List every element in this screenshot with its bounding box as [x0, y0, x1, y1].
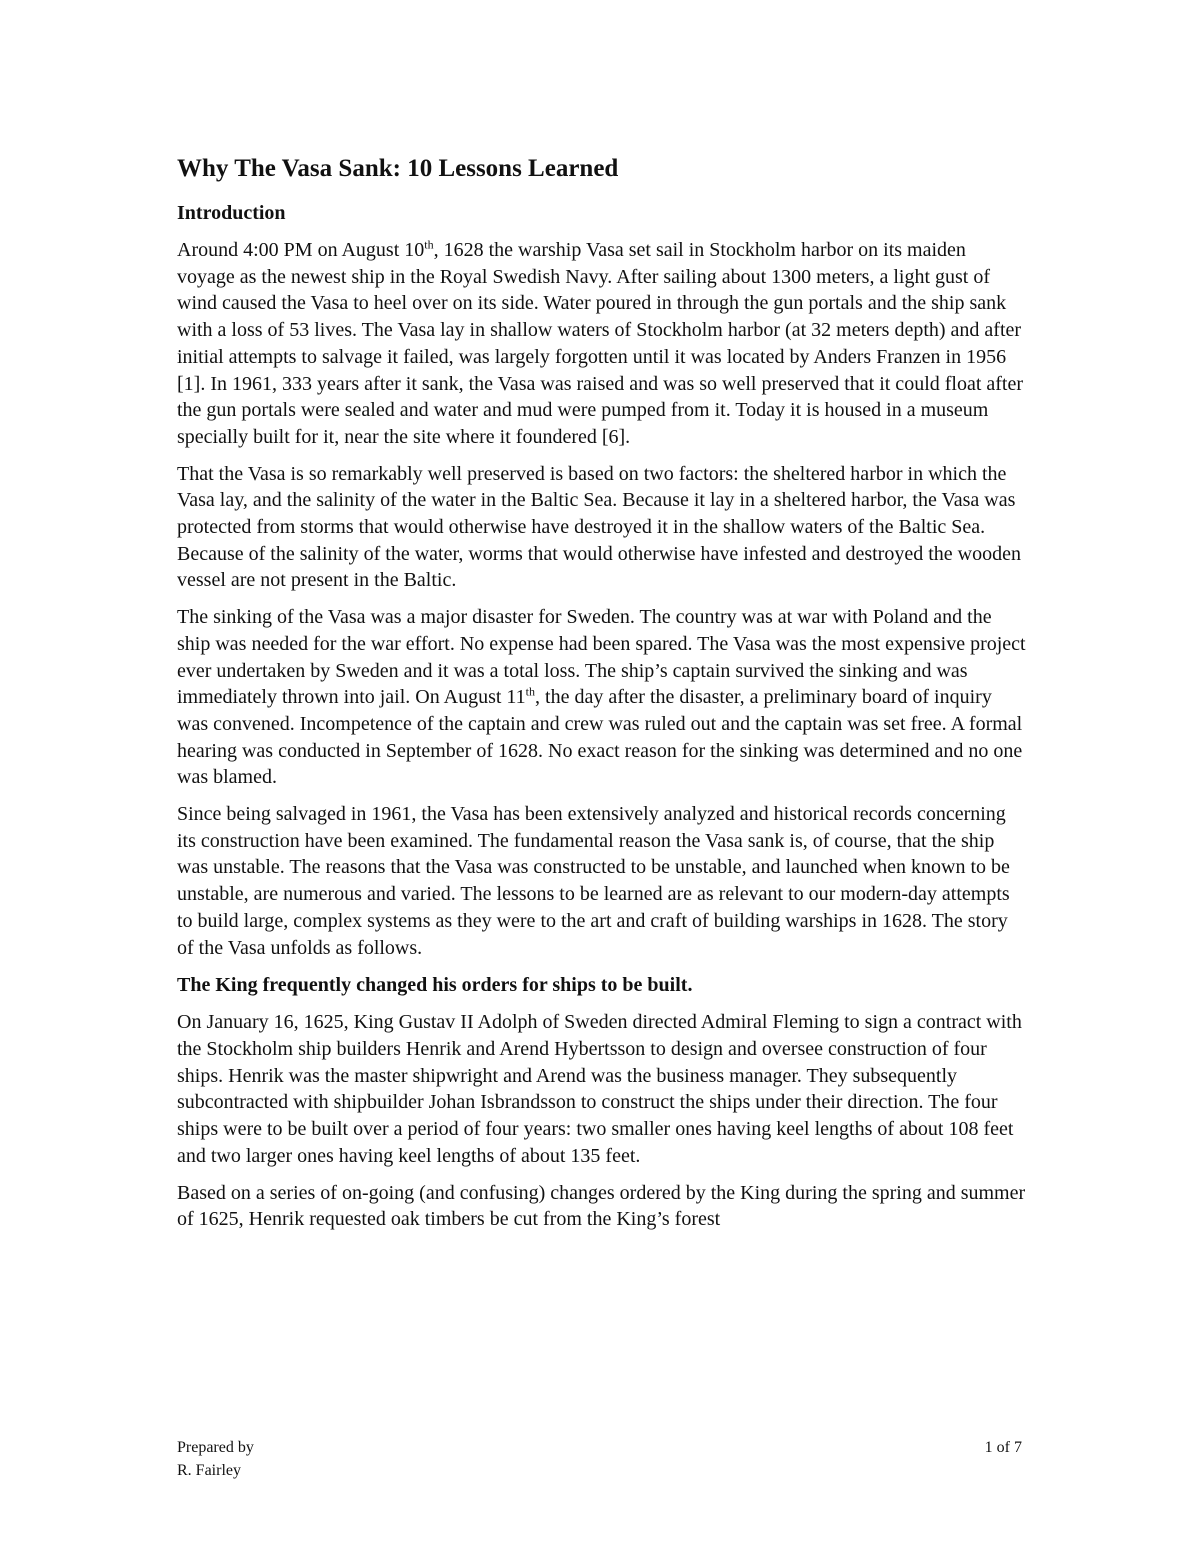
paragraph-1-text-b: , 1628 the warship Vasa set sail in Stockholm harbor on its maiden voyage as the newest ship in the Royal Swedish Navy. After sailing about 1300 meters, a light gust of wind caused the Vasa to heel over on its side. Water poured in through the gun portals and the ship sank with a loss of 53 lives. The Vasa lay in shallow waters of Stockholm harbor (at 32 meters depth) and after initial attempts to salvage it failed, was largely forgotten until it was located by Anders Franzen in 1956 [1]. In 1961, 333 years after it sank, the Vasa was raised and was so well preserved that it could float after the gun portals were sealed and water and mud were pumped from it. Today it is housed in a museum specially built for it, near the site where it foundered [6]. — [177, 239, 1024, 448]
ordinal-suffix: th — [424, 237, 434, 252]
document-title: Why The Vasa Sank: 10 Lessons Learned — [177, 155, 619, 182]
paragraph-5: On January 16, 1625, King Gustav II Adolph of Sweden directed Admiral Fleming to sign a contract with the Stockholm ship builders Henrik and Arend Hybertsson to design and oversee construction of four ships. Henrik was the master shipwright and Arend was the business manager. They subsequently subcontracted with shipbuilder Johan Isbrandsson to construct the ships under their direction. The four ships were to be built over a period of four years: two smaller ones having keel lengths of about 108 feet and two larger ones having keel lengths of about 135 feet. — [177, 1011, 1022, 1167]
footer-author-block — [177, 1436, 254, 1482]
paragraph-3-text-a: The sinking of the Vasa was a major disaster for Sweden. The country was at war with Poland and the ship was needed for the war effort. No expense had been spared. The Vasa was the most expensive project ever undertaken by Sweden and it was a total loss. The ship’s captain survived the sinking and was immediately thrown into jail. On August 11 — [177, 606, 1026, 709]
footer-author: R. Fairley — [177, 1462, 241, 1479]
footer-page-number: 1 of 7 — [984, 1439, 1022, 1456]
document-body — [177, 153, 1027, 1243]
paragraph-3-text-b: , the day after the disaster, a preliminary board of inquiry was convened. Incompetence of the captain and crew was ruled out and the captain was set free. A formal hearing was conducted in September of 1628. No exact reason for the sinking was determined and no one was blamed. — [177, 686, 1023, 789]
paragraph-3 — [177, 604, 1027, 791]
footer-prepared-by: Prepared by — [177, 1439, 254, 1456]
section-heading: The King frequently changed his orders for ships to be built. — [177, 974, 693, 997]
ordinal-suffix: th — [525, 684, 536, 699]
paragraph-4: Since being salvaged in 1961, the Vasa has been extensively analyzed and historical records concerning its construction have been examined. The fundamental reason the Vasa sank is, of course, that the ship was unstable. The reasons that the Vasa was constructed to be unstable, and launched when known to be unstable, are numerous and varied. The lessons to be learned are as relevant to our modern-day attempts to build large, complex systems as they were to the art and craft of building warships in 1628. The story of the Vasa unfolds as follows. — [177, 803, 1010, 959]
paragraph-6: Based on a series of on-going (and confusing) changes ordered by the King during the spring and summer of 1625, Henrik requested oak timbers be cut from the King’s forest — [177, 1181, 1026, 1231]
paragraph-2: That the Vasa is so remarkably well preserved is based on two factors: the sheltered harbor in which the Vasa lay, and the salinity of the water in the Baltic Sea. Because it lay in a sheltered harbor, the Vasa was protected from storms that would otherwise have destroyed it in the shallow waters of the Baltic Sea. Because of the salinity of the water, worms that would otherwise have infested and destroyed the wooden vessel are not present in the Baltic. — [177, 462, 1021, 592]
paragraph-1-text-a: Around 4:00 PM on August 10 — [177, 239, 425, 261]
introduction-heading: Introduction — [177, 202, 286, 224]
paragraph-1 — [177, 237, 1027, 451]
